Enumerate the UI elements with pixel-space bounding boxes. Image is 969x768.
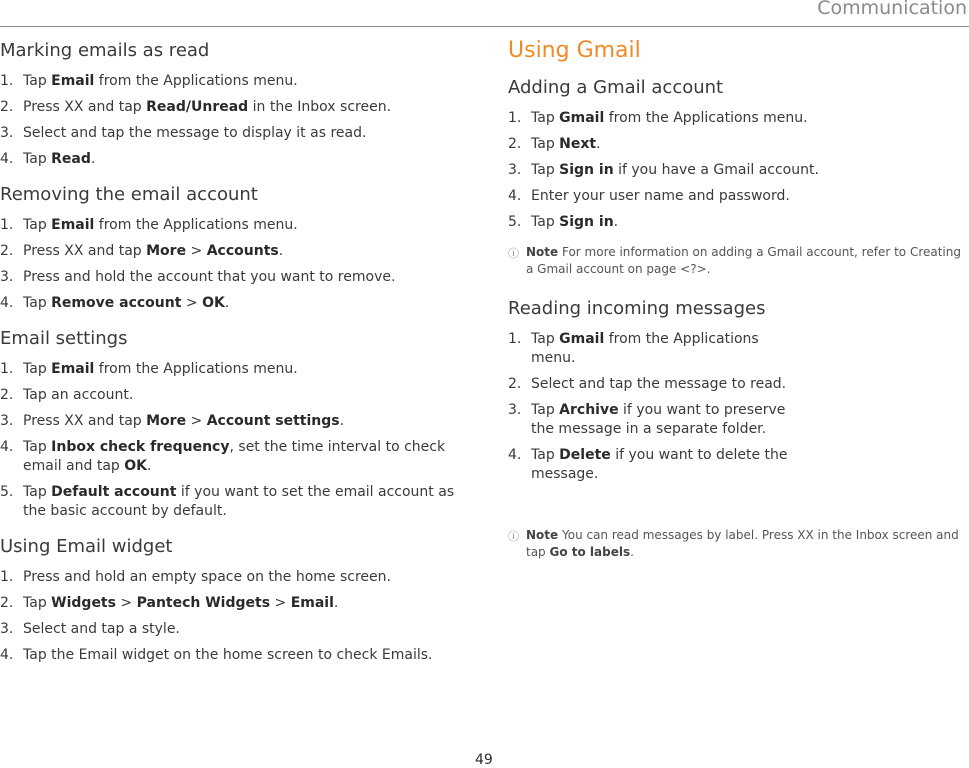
list-item: 2. Press XX and tap More > Accounts. [0, 243, 284, 259]
list-item: 5. Tap Default account if you want to set the email account as the basic account by default. [0, 484, 455, 519]
list-item: 4. Tap Delete if you want to delete the message. [508, 447, 788, 482]
list-item: 3. Press XX and tap More > Account settings. [0, 413, 345, 429]
list-item: 3. Tap Archive if you want to preserve the message in a separate folder. [508, 402, 786, 437]
list-item: 3. Tap Sign in if you have a Gmail account. [508, 162, 819, 178]
header-title: Communication [817, 0, 967, 19]
list-item: 1. Press and hold an empty space on the home screen. [0, 569, 391, 585]
list-item: 2. Select and tap the message to read. [508, 376, 787, 392]
section-title: Removing the email account [0, 184, 258, 205]
steps-list [0, 72, 470, 169]
list-item: 2. Press XX and tap Read/Unread in the Inbox screen. [0, 99, 392, 115]
list-item: 1. Tap Email from the Applications menu. [0, 73, 298, 89]
page-header [0, 0, 969, 27]
chapter-title: Using Gmail [508, 38, 641, 63]
section-title: Email settings [0, 328, 128, 349]
list-item: 1. Tap Gmail from the Applications menu. [508, 331, 759, 366]
note: ⓘ Note For more information on adding a Gmail account, refer to Creating a Gmail account on page <?>. [508, 245, 961, 276]
list-item: 1. Tap Email from the Applications menu. [0, 361, 298, 377]
list-item: 4. Tap Inbox check frequency, set the time interval to check email and tap OK. [0, 439, 446, 474]
list-item: 3. Press and hold the account that you want to remove. [0, 269, 396, 285]
steps-list [0, 568, 470, 665]
list-item: 5. Tap Sign in. [508, 214, 619, 230]
list-item: 4. Tap the Email widget on the home screen to check Emails. [0, 647, 433, 663]
left-column [0, 36, 470, 665]
section-title: Using Email widget [0, 536, 173, 557]
steps-list [508, 330, 963, 484]
steps-list [0, 360, 470, 521]
list-item: 2. Tap Widgets > Pantech Widgets > Email. [0, 595, 339, 611]
info-icon: ⓘ [508, 247, 519, 260]
right-column [508, 36, 963, 561]
list-item: 1. Tap Email from the Applications menu. [0, 217, 298, 233]
list-item: 4. Tap Read. [0, 151, 96, 167]
list-item: 2. Tap an account. [0, 387, 134, 403]
section-title: Marking emails as read [0, 40, 210, 61]
section-title: Adding a Gmail account [508, 77, 724, 98]
list-item: 4. Enter your user name and password. [508, 188, 790, 204]
list-item: 3. Select and tap a style. [0, 621, 180, 637]
section-title: Reading incoming messages [508, 298, 766, 319]
steps-list [508, 109, 963, 232]
list-item: 3. Select and tap the message to display it as read. [0, 125, 367, 141]
list-item: 1. Tap Gmail from the Applications menu. [508, 110, 808, 126]
list-item: 2. Tap Next. [508, 136, 601, 152]
steps-list [0, 216, 470, 313]
list-item: 4. Tap Remove account > OK. [0, 295, 230, 311]
page-number: 49 [475, 752, 493, 768]
info-icon: ⓘ [508, 530, 519, 543]
note: ⓘ Note You can read messages by label. Press XX in the Inbox screen and tap Go to labels. [508, 528, 959, 559]
